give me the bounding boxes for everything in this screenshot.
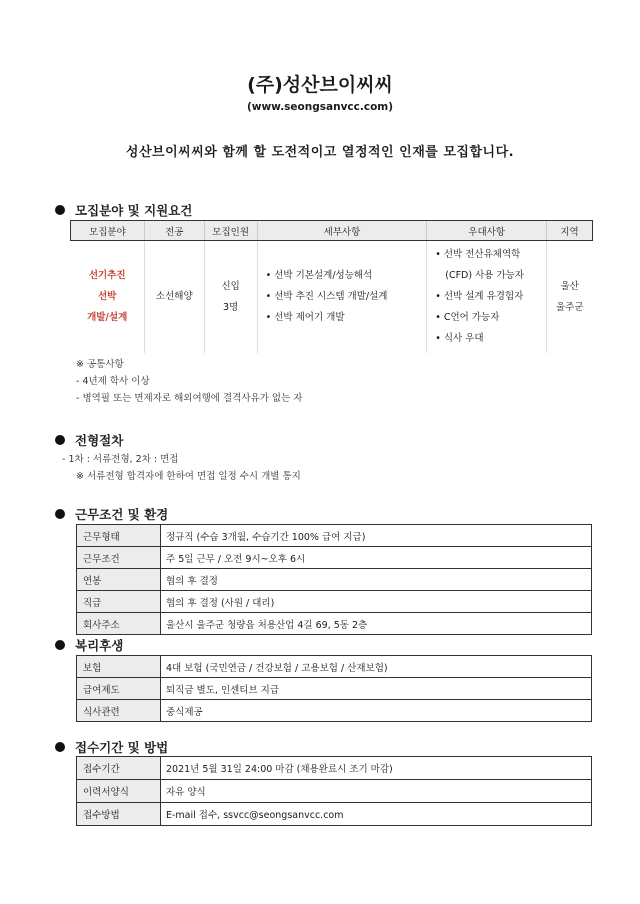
recruit-table-row xyxy=(71,241,593,353)
recruit-table xyxy=(70,220,593,353)
cell-region xyxy=(547,241,593,353)
header-details: 세부사항 xyxy=(257,221,427,241)
header-major: 전공 xyxy=(144,221,204,241)
cell-headcount xyxy=(204,241,257,353)
section-conditions-label: 근무조건 및 환경 xyxy=(75,507,169,522)
apply-table xyxy=(76,756,592,826)
row-label: 보험 xyxy=(77,656,161,678)
bullet-icon xyxy=(55,509,65,519)
header-field: 모집분야 xyxy=(71,221,145,241)
preferred-line: • 선박 설계 유경험자 xyxy=(435,291,524,303)
row-label: 이력서양식 xyxy=(77,780,161,803)
bullet-icon xyxy=(55,205,65,215)
row-value: 4대 보험 (국민연금 / 건강보험 / 고용보험 / 산재보험) xyxy=(161,656,592,678)
headcount-line: 신입 xyxy=(221,280,240,292)
process-details xyxy=(62,451,301,485)
row-label: 접수방법 xyxy=(77,803,161,826)
table-row xyxy=(77,678,592,700)
note-line: ※ 공통사항 xyxy=(76,359,124,370)
row-value: 퇴직금 별도, 인센티브 지급 xyxy=(161,678,592,700)
headcount-line: 3명 xyxy=(223,301,239,313)
field-line: 선기추진 xyxy=(88,270,126,282)
table-row xyxy=(77,757,592,780)
region-line: 울산 xyxy=(560,280,579,292)
recruit-slogan: 성산브이씨씨와 함께 할 도전적이고 열정적인 인재를 모집합니다. xyxy=(125,145,515,160)
company-website[interactable]: (www.seongsanvcc.com) xyxy=(246,101,394,113)
section-process-title xyxy=(55,431,123,449)
cell-field xyxy=(71,241,145,353)
table-row xyxy=(77,569,592,591)
row-label: 직급 xyxy=(77,591,161,613)
table-row xyxy=(77,525,592,547)
table-row xyxy=(77,613,592,635)
row-label: 회사주소 xyxy=(77,613,161,635)
row-label: 식사관련 xyxy=(77,700,161,722)
row-value: 중식제공 xyxy=(161,700,592,722)
section-welfare-label: 복리후생 xyxy=(75,638,124,653)
table-row xyxy=(77,656,592,678)
section-recruit-label: 모집분야 및 지원요건 xyxy=(75,203,193,218)
section-welfare-title xyxy=(55,636,123,654)
process-line: ※ 서류전형 합격자에 한하여 면접 일정 수시 개별 통지 xyxy=(76,471,301,482)
section-apply-label: 접수기간 및 방법 xyxy=(75,740,169,755)
header-preferred: 우대사항 xyxy=(427,221,547,241)
detail-line: • 선박 제어기 개발 xyxy=(265,312,345,324)
process-line: - 1차 : 서류전형, 2차 : 면접 xyxy=(62,454,179,465)
header-headcount: 모집인원 xyxy=(204,221,257,241)
row-label: 근무조건 xyxy=(77,547,161,569)
row-value: 협의 후 결정 (사원 / 대리) xyxy=(161,591,592,613)
row-value: 주 5일 근무 / 오전 9시~오후 6시 xyxy=(161,547,592,569)
table-row xyxy=(77,700,592,722)
apply-email-value[interactable]: E-mail 접수, ssvcc@seongsanvcc.com xyxy=(161,803,592,826)
bullet-icon xyxy=(55,742,65,752)
note-line: - 4년제 학사 이상 xyxy=(76,376,150,387)
preferred-line: • 식사 우대 xyxy=(435,333,484,345)
cell-preferred xyxy=(427,241,547,353)
row-value: 울산시 울주군 청량읍 처용산업 4길 69, 5동 2층 xyxy=(161,613,592,635)
detail-line: • 선박 추진 시스템 개발/설계 xyxy=(265,291,388,303)
detail-line: • 선박 기본설계/성능해석 xyxy=(265,270,373,282)
table-row xyxy=(77,780,592,803)
cell-major: 소선해양 xyxy=(144,241,204,353)
row-value: 협의 후 결정 xyxy=(161,569,592,591)
note-line: - 병역필 또는 면제자로 해외여행에 결격사유가 없는 자 xyxy=(76,393,303,404)
row-label: 접수기간 xyxy=(77,757,161,780)
row-label: 근무형태 xyxy=(77,525,161,547)
preferred-line: • C언어 가능자 xyxy=(435,312,500,324)
bullet-icon xyxy=(55,640,65,650)
field-line: 선박 xyxy=(97,291,117,303)
section-conditions-title xyxy=(55,505,168,523)
region-line: 울주군 xyxy=(556,301,584,313)
preferred-line: • 선박 전산유체역학 xyxy=(435,249,521,261)
welfare-table xyxy=(76,655,592,722)
table-row xyxy=(77,803,592,826)
row-value: 자유 양식 xyxy=(161,780,592,803)
section-apply-title xyxy=(55,738,168,756)
row-label: 연봉 xyxy=(77,569,161,591)
company-title: (주)성산브이씨씨 xyxy=(247,74,393,96)
cell-details xyxy=(257,241,427,353)
section-process-label: 전형절차 xyxy=(75,433,124,448)
table-row xyxy=(77,547,592,569)
row-value: 정규직 (수습 3개월, 수습기간 100% 급여 지급) xyxy=(161,525,592,547)
bullet-icon xyxy=(55,435,65,445)
preferred-line: (CFD) 사용 가능자 xyxy=(445,270,524,282)
field-line: 개발/설계 xyxy=(87,312,128,324)
table-row xyxy=(77,591,592,613)
recruit-table-header xyxy=(71,221,593,241)
section-recruit-title xyxy=(55,201,192,219)
header-region: 지역 xyxy=(547,221,593,241)
row-label: 급여제도 xyxy=(77,678,161,700)
conditions-table xyxy=(76,524,592,635)
row-value: 2021년 5월 31일 24:00 마감 (채용완료시 조기 마감) xyxy=(161,757,592,780)
common-requirements xyxy=(76,356,302,407)
